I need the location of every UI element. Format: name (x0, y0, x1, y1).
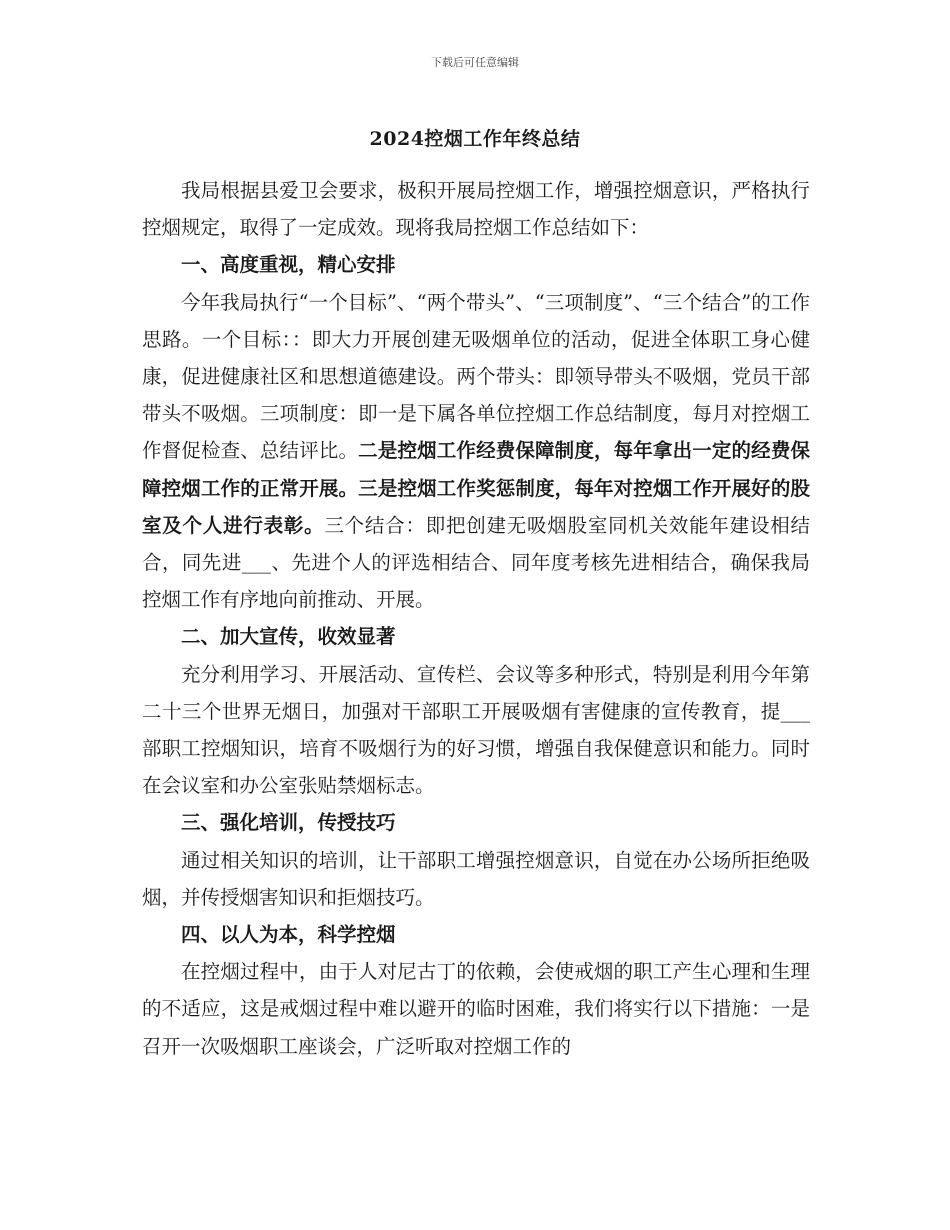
section-3-heading: 三、强化培训，传授技巧 (181, 811, 396, 835)
document-title: 2024控烟工作年终总结 (369, 128, 581, 150)
section-4-heading: 四、以人为本，科学控烟 (181, 923, 396, 947)
section-1-heading: 一、高度重视，精心安排 (181, 253, 396, 277)
section-1-text-c: 三个结合：即把创建无吸烟股室同机关效能年建设相结合，同先进___、先进个人的评选相结合、同年度考核先进相结合，确保我局控烟工作有序地向前推动、开展。 (142, 513, 810, 612)
document-body (142, 172, 810, 1065)
section-1-paragraph (142, 284, 810, 619)
section-1-text-a: 今年我局执行“一个目标”、“两个带头”、“三项制度”、“三个结合”的工作思路。一个目标：：即大力开展创建无吸烟单位的活动，促进全体职工身心健康，促进健康社区和思想道德建设。两个带头：即领导带头不吸烟，党员干部带头不吸烟。三项制度：即一是下属各单位控烟工作总结制度，每月对控烟工作督促检查、总结评比。 (142, 290, 810, 463)
page-header-note: 下载后可任意编辑 (431, 56, 519, 69)
section-4-paragraph: 在控烟过程中，由于人对尼古丁的依赖，会使戒烟的职工产生心理和生理的不适应，这是戒烟过程中难以避开的临时困难，我们将实行以下措施：一是召开一次吸烟职工座谈会，广泛听取对控烟工作的 (142, 960, 810, 1058)
section-2-heading: 二、加大宣传，收效显著 (181, 625, 396, 649)
section-3-paragraph: 通过相关知识的培训，让干部职工增强控烟意识，自觉在办公场所拒绝吸烟，并传授烟害知识和拒烟技巧。 (142, 848, 810, 909)
section-1-bold-text: 二是控烟工作经费保障制度，每年拿出一定的经费保障控烟工作的正常开展。三是控烟工作奖惩制度，每年对控烟工作开展好的股室及个人进行表彰。 (142, 439, 810, 537)
intro-paragraph: 我局根据县爱卫会要求，极积开展局控烟工作，增强控烟意识，严格执行控烟规定，取得了一定成效。现将我局控烟工作总结如下： (142, 179, 810, 240)
section-2-paragraph: 充分利用学习、开展活动、宣传栏、会议等多种形式，特别是利用今年第二十三个世界无烟日，加强对干部职工开展吸烟有害健康的宣传教育，提___部职工控烟知识，培育不吸烟行为的好习惯，增强自我保健意识和能力。同时在会议室和办公室张贴禁烟标志。 (142, 662, 810, 798)
